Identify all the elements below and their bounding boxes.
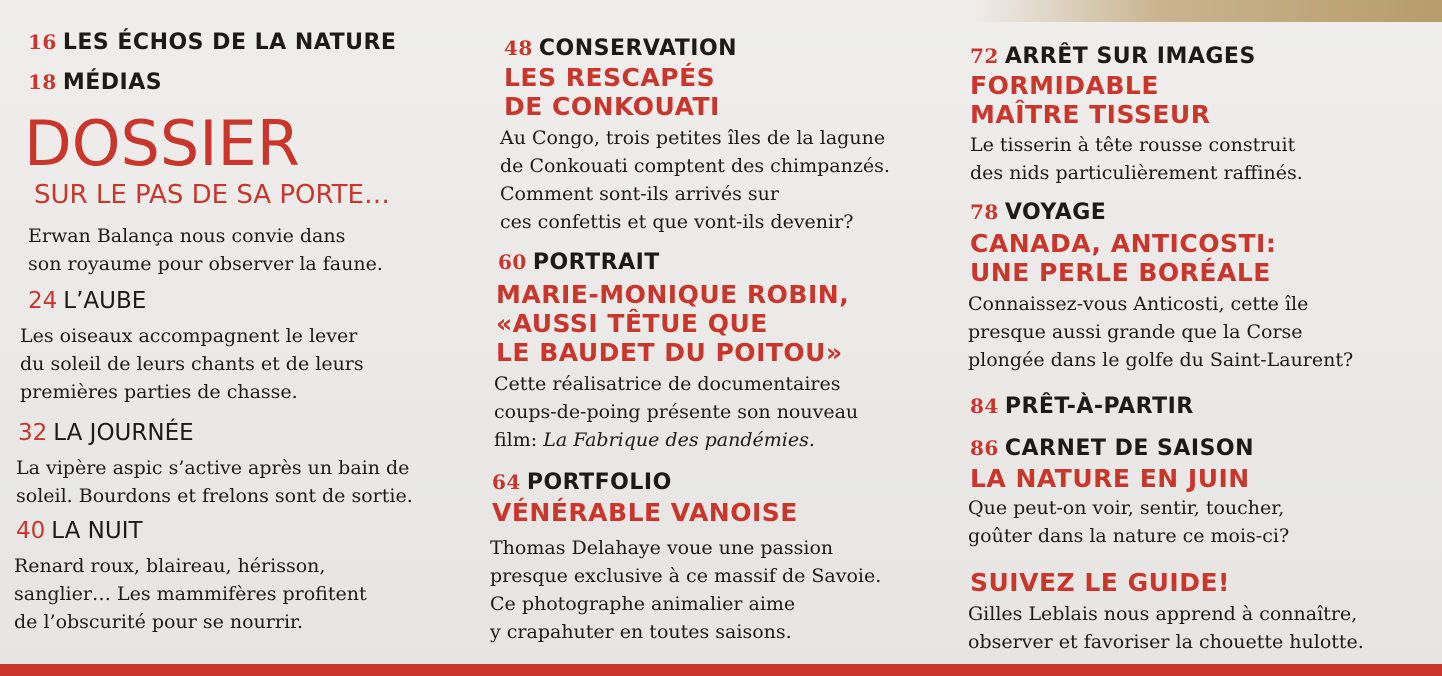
text-line: observer et favoriser la chouette hulotte. [968, 631, 1364, 653]
section-title: VOYAGE [1004, 200, 1107, 225]
nuit-description [14, 552, 367, 636]
section-title: ARRÊT SUR IMAGES [1004, 44, 1256, 69]
text-line: des nids particulièrement raffinés. [970, 162, 1303, 184]
text-line: presque exclusive à ce massif de Savoie. [490, 565, 882, 587]
text-line: Comment sont-ils arrivés sur [500, 183, 779, 205]
section-title: CARNET DE SAISON [1004, 436, 1255, 461]
text-line: coups-de-poing présente son nouveau [494, 401, 859, 423]
page-number: 72 [970, 44, 999, 68]
toc-entry-carnet [970, 436, 1254, 461]
toc-entry-pret [970, 394, 1194, 419]
page-number: 18 [28, 70, 57, 94]
page-number: 24 [28, 288, 58, 314]
text-line: plongée dans le golfe du Saint-Laurent? [968, 349, 1354, 371]
text-line [494, 426, 858, 454]
text-line: Les oiseaux accompagnent le lever [20, 325, 358, 347]
headline-line: MARIE-MONIQUE ROBIN, [496, 280, 850, 309]
dossier-description [28, 222, 383, 278]
section-title: L’AUBE [63, 288, 147, 314]
text-line: Erwan Balança nous convie dans [28, 225, 346, 247]
section-title: CONSERVATION [538, 36, 738, 61]
text-line: La vipère aspic s’active après un bain de [16, 457, 410, 479]
text-line: Cette réalisatrice de documentaires [494, 373, 841, 395]
headline-line: LE BAUDET DU POITOU» [496, 338, 843, 367]
headline-line: VÉNÉRABLE VANOISE [492, 498, 798, 527]
voyage-description [968, 290, 1353, 374]
carnet-description [968, 494, 1289, 550]
conservation-description [500, 124, 890, 236]
section-title: PORTFOLIO [526, 470, 672, 495]
dossier-subtitle: SUR LE PAS DE SA PORTE… [34, 180, 390, 210]
text-line: premières parties de chasse. [20, 381, 298, 403]
toc-entry-conservation [504, 36, 737, 61]
carnet-headline [970, 464, 1250, 493]
portrait-headline [496, 280, 849, 367]
conservation-headline [504, 63, 720, 121]
toc-entry-journee [18, 420, 194, 446]
page-number: 48 [504, 36, 533, 60]
page-number: 84 [970, 394, 999, 418]
text-line: de l’obscurité pour se nourrir. [14, 611, 304, 633]
text-line: son royaume pour observer la faune. [28, 253, 383, 275]
aube-description [20, 322, 364, 406]
text-line: soleil. Bourdons et frelons sont de sortie. [16, 485, 413, 507]
portrait-description [494, 370, 858, 454]
section-title: MÉDIAS [62, 70, 163, 95]
toc-entry-voyage [970, 200, 1106, 225]
headline-line: LA NATURE EN JUIN [970, 464, 1250, 493]
headline-line: UNE PERLE BORÉALE [970, 258, 1271, 287]
page-number: 78 [970, 200, 999, 224]
section-title: LES ÉCHOS DE LA NATURE [62, 30, 397, 55]
text-line: Le tisserin à tête rousse construit [970, 134, 1296, 156]
toc-entry-aube [28, 288, 146, 314]
text-line: Renard roux, blaireau, hérisson, [14, 555, 326, 577]
page-number: 86 [970, 436, 999, 460]
section-title: PORTRAIT [532, 250, 660, 275]
text-line: Connaissez-vous Anticosti, cette île [968, 293, 1309, 315]
headline-line: DE CONKOUATI [504, 92, 720, 121]
portfolio-description [490, 534, 881, 646]
guide-headline [970, 568, 1230, 597]
headline-line: MAÎTRE TISSEUR [970, 100, 1211, 129]
page-number: 32 [18, 420, 48, 446]
voyage-headline [970, 229, 1276, 287]
page-number: 40 [16, 518, 46, 544]
headline-line: CANADA, ANTICOSTI: [970, 229, 1277, 258]
page-number: 64 [492, 470, 521, 494]
text-line: Que peut-on voir, sentir, toucher, [968, 497, 1285, 519]
page-number: 16 [28, 30, 57, 54]
text-line: goûter dans la nature ce mois-ci? [968, 525, 1290, 547]
headline-line: LES RESCAPÉS [504, 63, 716, 92]
toc-entry-arret [970, 44, 1256, 69]
text-line: de Conkouati comptent des chimpanzés. [500, 155, 890, 177]
text-line: Au Congo, trois petites îles de la lagune [500, 127, 886, 149]
photo-edge-strip [972, 0, 1442, 22]
text-line: sanglier… Les mammifères profitent [14, 583, 367, 605]
section-title: LA NUIT [51, 518, 143, 544]
bottom-red-bar [0, 664, 1442, 676]
film-title: La Fabrique des pandémies. [543, 429, 815, 451]
text-line: Gilles Leblais nous apprend à connaître, [968, 603, 1358, 625]
arret-headline [970, 71, 1210, 129]
page-number: 60 [498, 250, 527, 274]
toc-entry-nuit [16, 518, 143, 544]
section-title: PRÊT-À-PARTIR [1004, 394, 1194, 419]
text-line: presque aussi grande que la Corse [968, 321, 1303, 343]
toc-entry-echos [28, 30, 396, 55]
guide-description [968, 600, 1364, 656]
portfolio-headline [492, 498, 798, 527]
text-line: Ce photographe animalier aime [490, 593, 796, 615]
text-line: ces confettis et que vont-ils devenir? [500, 211, 854, 233]
toc-entry-portrait [498, 250, 660, 275]
text-line: du soleil de leurs chants et de leurs [20, 353, 364, 375]
text-line: Thomas Delahaye voue une passion [490, 537, 834, 559]
dossier-title: DOSSIER [24, 107, 300, 180]
headline-line: SUIVEZ LE GUIDE! [970, 568, 1230, 597]
headline-line: «AUSSI TÊTUE QUE [496, 309, 768, 338]
text-line: y crapahuter en toutes saisons. [490, 621, 792, 643]
toc-entry-portfolio [492, 470, 672, 495]
headline-line: FORMIDABLE [970, 71, 1159, 100]
toc-entry-medias [28, 70, 162, 95]
journee-description [16, 454, 413, 510]
text-fragment: film: [494, 429, 544, 451]
section-title: LA JOURNÉE [53, 420, 194, 446]
arret-description [970, 131, 1303, 187]
